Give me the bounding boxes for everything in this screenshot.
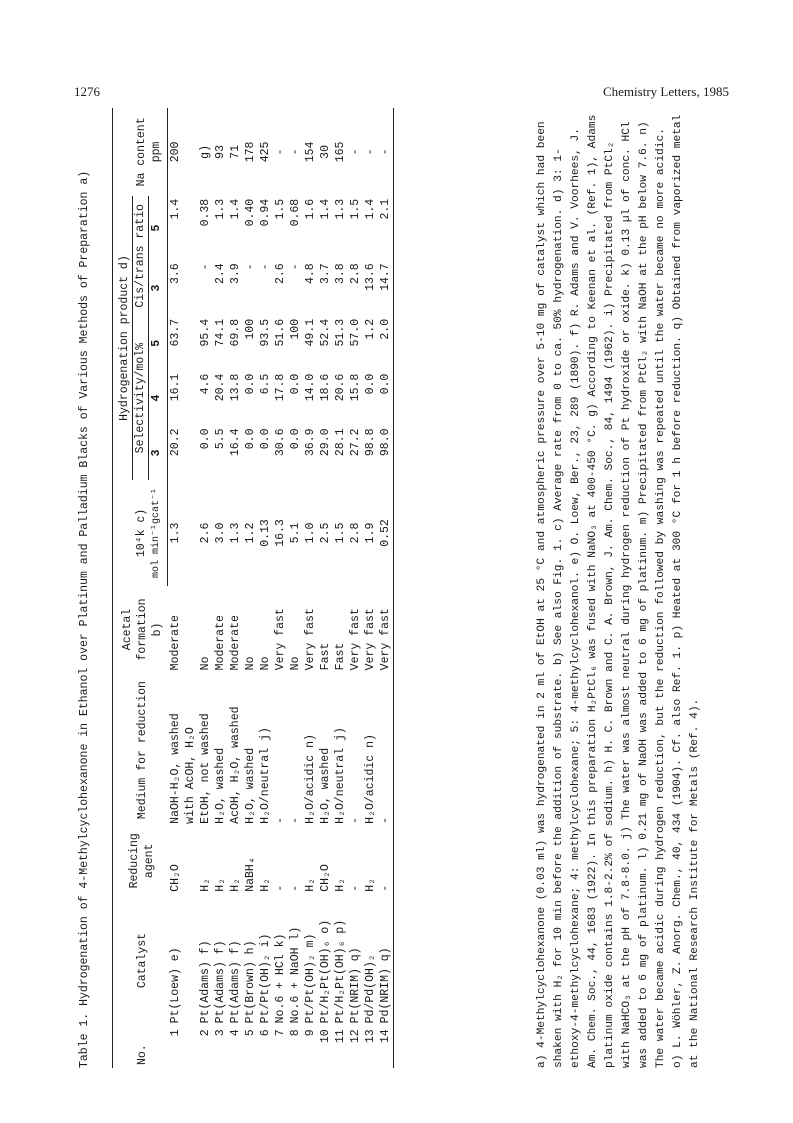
row-ct-5: 0.94 <box>259 198 272 227</box>
row-ct-3: 3.7 <box>319 263 332 285</box>
table-row <box>168 108 184 1068</box>
row-no: 8 <box>289 1029 302 1037</box>
table-row <box>243 108 258 1068</box>
table-row <box>303 108 318 1068</box>
row-ct-3 <box>183 260 198 316</box>
row-ct-5: 1.6 <box>304 198 317 220</box>
row-agent: H₂ <box>229 877 242 892</box>
row-sel-4: 0.0 <box>378 371 394 426</box>
row-sel-4: 16.1 <box>169 373 182 402</box>
rotated-table-block <box>74 108 734 1068</box>
row-sel-5: 51.6 <box>274 318 287 347</box>
row-medium: - <box>378 673 394 826</box>
table-row <box>228 108 243 1068</box>
row-agent: H₂ <box>199 877 212 892</box>
row-sel-4: 6.5 <box>259 373 272 395</box>
row-ct-5: 1.4 <box>229 198 242 220</box>
row-rate: 5.1 <box>289 522 302 544</box>
row-sel-3: 30.6 <box>274 428 287 457</box>
row-sel-3: 0.0 <box>244 428 257 450</box>
col-sel-5: 5 <box>149 316 168 371</box>
col-rate: 10⁴k c) <box>113 480 149 585</box>
col-reducing-agent: Reducing agent <box>113 827 168 895</box>
col-catalyst: Catalyst <box>113 895 168 1027</box>
row-medium: - <box>274 816 287 824</box>
row-ct-5: 1.5 <box>274 198 287 220</box>
row-rate: 2.6 <box>199 522 212 544</box>
row-na: 71 <box>229 145 242 159</box>
row-ct-3: 2.4 <box>214 263 227 285</box>
row-sel-3: 27.2 <box>349 428 362 457</box>
row-na: 200 <box>169 141 182 163</box>
row-sel-3 <box>183 426 198 481</box>
row-catalyst: Pt(Adams) f) <box>229 940 242 1024</box>
row-agent: CH₂O <box>168 864 182 892</box>
row-no: 13 <box>364 1029 377 1044</box>
table-footnotes: a) 4-Methylcyclohexanone (0.03 ml) was hydrogenated in 2 ml of EtOH at 25 °C and atmospheric pressure over 5-10 mg of catalyst which had been shaken with H₂ for 10 min before the addition of substrate. b) See also Fig. 1. c) Average rate from 0 to ca. 50% hydrogenation. d) 3: 1-ethoxy-4-methylcyclohexane; 4: methylcyclohexane; 5: 4-methylcyclohexanol. e) O. Loew, Ber., 23, 289 (1890). f) R. Adams and V. Voorhees, J. Am. Chem. Soc., 44, 1683 (1922). In this preparation H₂PtCl₆ was fused with NaNO₃ at 400-450 °C. g) According to Keenan et al. (Ref. 1), Adams platinum oxide contains 1.8-2.2% of sodium. h) H. C. Brown and C. A. Brown, J. Am. Chem. Soc., 84, 1494 (1962). i) Precipitated from PtCl₂ with NaHCO₃ at the pH of 7.8-8.0. j) The water was almost neutral during hydrogen reduction of Pt hydroxide or oxide. k) 0.13 µl of conc. HCl was added to 6 mg of platinum. l) 0.21 mg of NaOH was added to 6 mg of platinum. m) Precipitated from PtCl₂ with NaOH at the pH below 7.6. n) The water became acidic during hydrogen reduction, but the reduction followed by washing was repeated until the water became no more acidic. o) L. Wöhler, Z. Anorg. Chem., 40, 434 (1904). Cf. also Ref. 1. p) Heated at 300 °C for 1 h before reduction. q) Obtained from vaporized metal at the National Research Institute for Metals (Ref. 4). <box>536 114 701 1068</box>
col-sel-3: 3 <box>149 426 168 481</box>
row-catalyst: Pt/Pt(OH)₂ i) <box>259 933 272 1024</box>
row-rate: 2.8 <box>349 522 362 544</box>
row-rate: 0.13 <box>259 519 272 547</box>
row-no: 3 <box>214 1029 227 1037</box>
row-no: 10 <box>319 1029 332 1044</box>
col-medium: Medium for reduction <box>113 673 168 826</box>
row-acetal: Very fast <box>274 608 287 671</box>
row-ct-3: - <box>289 263 302 271</box>
results-table <box>112 108 394 1068</box>
row-agent: - <box>349 884 362 892</box>
row-no: 11 <box>334 1029 347 1044</box>
row-medium: - <box>289 816 302 824</box>
row-acetal: No <box>244 656 257 671</box>
col-cis-trans: Cis/trans ratio <box>133 196 149 316</box>
row-acetal: Very fast <box>364 608 377 671</box>
row-medium: H₂O/acidic n) <box>364 734 377 824</box>
row-ct-3: 2.6 <box>274 263 287 285</box>
col-na-content: Na content <box>113 108 149 196</box>
row-agent: - <box>274 884 287 892</box>
row-no: 5 <box>244 1029 257 1037</box>
row-acetal: Moderate <box>214 615 227 671</box>
row-na: - <box>274 148 287 156</box>
row-ct-5: 0.38 <box>199 198 212 227</box>
row-catalyst: Pt/H₂Pt(OH)₆ p) <box>334 919 347 1024</box>
row-sel-5: 93.5 <box>259 318 272 347</box>
row-sel-5: 100 <box>289 318 302 340</box>
row-ct-5: 1.5 <box>349 198 362 220</box>
row-acetal: No <box>259 656 272 671</box>
row-acetal: No <box>289 656 302 671</box>
row-sel-4 <box>183 371 198 426</box>
row-na: - <box>364 148 377 156</box>
row-sel-3: 16.4 <box>229 428 242 457</box>
row-sel-3: 98.8 <box>364 428 377 457</box>
col-selectivity: Selectivity/mol% <box>133 316 149 480</box>
row-ct-5: 2.1 <box>378 196 394 260</box>
row-sel-5: 100 <box>244 318 257 340</box>
row-medium: AcOH, H₂O, washed <box>229 706 242 824</box>
row-na: 154 <box>304 141 317 163</box>
row-medium: with AcOH, H₂O <box>184 727 197 824</box>
row-catalyst: Pt(Loew) e) <box>168 947 182 1024</box>
row-na: 178 <box>244 141 257 163</box>
row-medium: H₂O, washed <box>214 747 227 824</box>
table-row <box>183 108 198 1068</box>
page-number: 1276 <box>74 84 100 99</box>
row-sel-3: 29.0 <box>319 428 332 457</box>
row-agent: H₂ <box>304 877 317 892</box>
row-agent: - <box>289 884 302 892</box>
journal-running-head: Chemistry Letters, 1985 <box>602 84 729 99</box>
row-sel-3: 36.9 <box>304 428 317 457</box>
row-no: 2 <box>199 1029 212 1037</box>
row-acetal: Fast <box>334 642 347 671</box>
row-agent: - <box>378 827 394 895</box>
row-na: 165 <box>334 141 347 163</box>
row-medium: H₂O/neutral j) <box>259 727 272 824</box>
row-sel-3: 98.0 <box>378 426 394 481</box>
row-ct-5 <box>183 196 198 260</box>
row-na: g) <box>199 145 212 159</box>
row-medium: H₂O/acidic n) <box>304 734 317 824</box>
row-agent: CH₂O <box>319 864 332 892</box>
row-sel-4: 4.6 <box>199 373 212 395</box>
row-medium: H₂O/neutral j) <box>334 727 347 824</box>
row-sel-3: 0.0 <box>199 428 212 450</box>
row-sel-5: 57.0 <box>349 318 362 347</box>
table-caption: Table 1. Hydrogenation of 4-Methylcyclohexanone in Ethanol over Platinum and Palladium Blacks of Various Methods of Preparation a) <box>78 170 91 1068</box>
row-ct-3: - <box>244 263 257 271</box>
row-catalyst: Pt(Brown) h) <box>244 940 257 1024</box>
row-rate: 1.0 <box>304 522 317 544</box>
row-sel-4: 14.0 <box>304 373 317 402</box>
row-catalyst: Pt/Pt(OH)₂ m) <box>304 933 317 1024</box>
row-agent: H₂ <box>259 877 272 892</box>
row-no: 4 <box>229 1029 242 1037</box>
col-na-unit: ppm <box>149 108 168 196</box>
table-row <box>363 108 378 1068</box>
row-ct-3: 4.8 <box>304 263 317 285</box>
row-catalyst: No.6 + NaOH l) <box>289 926 302 1024</box>
table-row <box>198 108 213 1068</box>
col-hydrogenation-product: Hydrogenation product d) <box>113 196 133 481</box>
row-sel-4: 17.8 <box>274 373 287 402</box>
row-ct-3: 3.6 <box>169 263 182 285</box>
row-sel-4: 0.0 <box>364 373 377 395</box>
row-ct-3: - <box>259 263 272 271</box>
col-sel-4: 4 <box>149 371 168 426</box>
row-sel-3: 20.2 <box>169 428 182 457</box>
row-na: 30 <box>319 145 332 159</box>
row-na: 93 <box>214 145 227 159</box>
col-acetal: Acetal formation b) <box>113 586 168 674</box>
col-ct-5: 5 <box>149 196 168 260</box>
row-sel-4: 20.6 <box>334 373 347 402</box>
row-agent: NaBH₄ <box>244 857 257 892</box>
row-sel-3: 0.0 <box>259 428 272 450</box>
row-ct-5: 1.3 <box>214 198 227 220</box>
row-sel-3: 0.0 <box>289 428 302 450</box>
row-sel-5: 2.0 <box>378 316 394 371</box>
row-rate: 2.5 <box>319 522 332 544</box>
row-medium: - <box>349 816 362 824</box>
table-row <box>333 108 348 1068</box>
row-sel-5: 49.1 <box>304 318 317 347</box>
row-ct-3: 3.8 <box>334 263 347 285</box>
col-rate-unit: mol min⁻¹gcat⁻¹ <box>149 480 168 585</box>
row-medium: H₂O, washed <box>244 747 257 824</box>
row-ct-3: - <box>199 263 212 271</box>
row-rate: 1.2 <box>244 522 257 544</box>
row-na: - <box>349 148 362 156</box>
row-no <box>183 1026 198 1068</box>
row-ct-5: 1.3 <box>334 198 347 220</box>
row-sel-4: 0.0 <box>244 373 257 395</box>
table-row <box>348 108 363 1068</box>
row-medium: EtOH, not washed <box>199 713 212 824</box>
row-sel-4: 13.8 <box>229 373 242 402</box>
row-acetal: Very fast <box>349 608 362 671</box>
row-acetal <box>183 586 198 674</box>
row-acetal: Very fast <box>304 608 317 671</box>
row-sel-5: 1.2 <box>364 318 377 340</box>
row-medium: NaOH-H₂O, washed <box>168 713 182 824</box>
row-catalyst: Pd(NRIM) q) <box>378 895 394 1027</box>
row-agent: H₂ <box>364 877 377 892</box>
row-rate: 1.5 <box>334 522 347 544</box>
row-sel-3: 5.5 <box>214 428 227 450</box>
row-ct-3: 2.8 <box>349 263 362 285</box>
row-medium: H₂O, washed <box>319 747 332 824</box>
row-no: 14 <box>378 1026 394 1068</box>
row-acetal: Fast <box>319 642 332 671</box>
row-sel-5: 51.3 <box>334 318 347 347</box>
row-na: - <box>289 148 302 156</box>
row-ct-5: 1.4 <box>319 198 332 220</box>
row-rate: 1.3 <box>169 522 182 544</box>
row-acetal: No <box>199 656 212 671</box>
table-row <box>213 108 228 1068</box>
row-agent <box>183 827 198 895</box>
row-sel-5: 74.1 <box>214 318 227 347</box>
row-na: 425 <box>259 141 272 163</box>
row-no: 1 <box>168 1029 182 1037</box>
row-rate: 1.3 <box>229 522 242 544</box>
row-no: 12 <box>349 1029 362 1044</box>
row-acetal: Very fast <box>378 586 394 674</box>
row-rate: 1.9 <box>364 522 377 544</box>
row-ct-3: 13.6 <box>364 263 377 291</box>
row-ct-5: 0.68 <box>289 198 302 227</box>
row-no: 9 <box>304 1029 317 1037</box>
table-row <box>318 108 333 1068</box>
row-na <box>183 108 198 196</box>
col-ct-3: 3 <box>149 260 168 316</box>
row-catalyst: Pt(Adams) f) <box>214 940 227 1024</box>
row-sel-4: 15.8 <box>349 373 362 402</box>
row-rate: 3.0 <box>214 522 227 544</box>
row-agent: H₂ <box>334 877 347 892</box>
row-catalyst: Pt(NRIM) q) <box>349 947 362 1024</box>
row-catalyst: Pt(Adams) f) <box>199 940 212 1024</box>
row-rate <box>183 480 198 585</box>
row-sel-5: 69.8 <box>229 318 242 347</box>
row-sel-3: 28.1 <box>334 428 347 457</box>
row-catalyst: Pd/Pd(OH)₂ <box>364 954 377 1024</box>
row-sel-4: 20.4 <box>214 373 227 402</box>
row-acetal: Moderate <box>229 615 242 671</box>
table-row <box>288 108 303 1068</box>
table-row <box>378 108 394 1068</box>
row-rate: 0.52 <box>378 480 394 585</box>
table-row <box>273 108 288 1068</box>
row-ct-3: 14.7 <box>378 260 394 316</box>
row-sel-5: 52.4 <box>319 318 332 347</box>
row-sel-4: 0.0 <box>289 373 302 395</box>
row-sel-4: 18.6 <box>319 373 332 402</box>
row-catalyst: No.6 + HCl k) <box>274 933 287 1024</box>
row-no: 6 <box>259 1029 272 1037</box>
row-no: 7 <box>274 1029 287 1037</box>
row-acetal: Moderate <box>168 615 182 671</box>
row-ct-5: 1.4 <box>364 198 377 220</box>
row-sel-5: 95.4 <box>199 318 212 347</box>
table-row <box>258 108 273 1068</box>
row-sel-5 <box>183 316 198 371</box>
row-agent: H₂ <box>214 877 227 892</box>
col-no: No. <box>113 1026 168 1068</box>
row-ct-5: 1.4 <box>169 198 182 220</box>
row-catalyst: Pt/H₂Pt(OH)₆ o) <box>319 919 332 1024</box>
row-ct-3: 3.9 <box>229 263 242 285</box>
row-ct-5: 0.40 <box>244 198 257 227</box>
row-na: - <box>378 108 394 196</box>
row-rate: 16.3 <box>274 519 287 547</box>
row-sel-5: 63.7 <box>169 318 182 347</box>
row-catalyst <box>183 895 198 1027</box>
